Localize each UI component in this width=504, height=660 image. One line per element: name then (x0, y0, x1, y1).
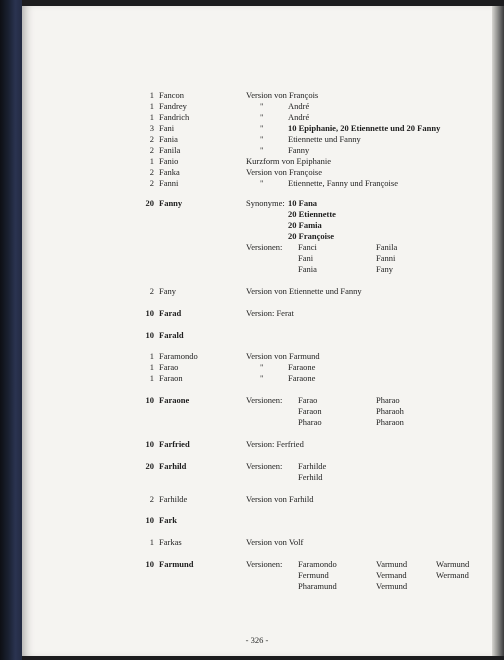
entry-count: 2 (149, 167, 154, 177)
entry-name: Fanio (159, 156, 179, 166)
version: Pharamund (298, 581, 337, 591)
version: Faramondo (298, 559, 337, 569)
version: Fania (298, 264, 317, 274)
version: Fanci (298, 242, 317, 252)
entry-count: 10 (145, 308, 154, 318)
entry-target: Faraone (288, 362, 316, 372)
entry-count: 2 (149, 178, 154, 188)
version: Fany (376, 264, 393, 274)
synonyms-label: Synonyme: (246, 198, 285, 208)
entry-count: 10 (145, 439, 154, 449)
entry-name: Fanny (159, 198, 183, 208)
entry-name: Fandrey (159, 101, 187, 111)
entry-name: Faraon (159, 373, 183, 383)
entry-count: 1 (149, 537, 154, 547)
versions-label: Versionen: (246, 395, 283, 405)
entry-description: Version: Ferat (246, 308, 294, 318)
entry-count: 10 (145, 330, 154, 340)
entry-count: 10 (145, 515, 154, 525)
entry-count: 1 (149, 362, 154, 372)
ditto-mark: " (260, 101, 264, 111)
entry-description: Version von François (246, 90, 319, 100)
version: Pharaoh (376, 406, 404, 416)
version: Warmund (436, 559, 470, 569)
entry-description: Version von Etiennette und Fanny (246, 286, 362, 296)
entry-name: Fanka (159, 167, 180, 177)
version: Fanila (376, 242, 398, 252)
version: Pharao (376, 395, 400, 405)
entry-count: 1 (149, 373, 154, 383)
ditto-mark: " (260, 362, 264, 372)
version: Varmund (376, 559, 408, 569)
entry-count: 10 (145, 395, 154, 405)
ditto-mark: " (260, 145, 264, 155)
synonym: 20 Françoise (288, 231, 335, 241)
version: Vermund (376, 581, 408, 591)
entry-name: Fandrich (159, 112, 190, 122)
entry-count: 10 (145, 559, 154, 569)
entry-count: 1 (149, 90, 154, 100)
versions-label: Versionen: (246, 242, 283, 252)
entry-name: Farmund (159, 559, 194, 569)
ditto-mark: " (260, 123, 264, 133)
ditto-mark: " (260, 134, 264, 144)
entry-name: Farhild (159, 461, 187, 471)
entry-name: Farkas (159, 537, 182, 547)
version: Faraon (298, 406, 322, 416)
entry-name: Fark (159, 515, 177, 525)
ditto-mark: " (260, 178, 264, 188)
entry-count: 2 (149, 134, 154, 144)
entry-count: 1 (149, 112, 154, 122)
version: Farhilde (298, 461, 327, 471)
version: Fanni (376, 253, 396, 263)
entry-target: Faraone (288, 373, 316, 383)
entry-target: André (288, 112, 310, 122)
entry-description: Version von Françoise (246, 167, 323, 177)
version: Fani (298, 253, 314, 263)
version: Wermand (436, 570, 469, 580)
entry-count: 3 (149, 123, 154, 133)
version: Vermand (376, 570, 407, 580)
entry-name: Faramondo (159, 351, 198, 361)
entry-count: 20 (145, 461, 154, 471)
entry-count: 2 (149, 145, 154, 155)
ditto-mark: " (260, 373, 264, 383)
entry-name: Fancon (159, 90, 185, 100)
version: Pharao (298, 417, 322, 427)
versions-label: Versionen: (246, 559, 283, 569)
entry-name: Fani (159, 123, 175, 133)
entry-count: 20 (145, 198, 154, 208)
entry-name: Farad (159, 308, 182, 318)
entry-name: Fany (159, 286, 176, 296)
entry-name: Fania (159, 134, 178, 144)
entry-count: 2 (149, 494, 154, 504)
versions-label: Versionen: (246, 461, 283, 471)
entry-description: Version von Farmund (246, 351, 320, 361)
synonym: 10 Fana (288, 198, 318, 208)
version: Ferhild (298, 472, 323, 482)
entry-target: Etiennette, Fanny und Françoise (288, 178, 399, 188)
entry-name: Fanni (159, 178, 179, 188)
entry-count: 1 (149, 156, 154, 166)
entry-name: Farald (159, 330, 184, 340)
entry-count: 2 (149, 286, 154, 296)
entry-name: Faraone (159, 395, 190, 405)
entry-name: Farao (159, 362, 179, 372)
version: Fermund (298, 570, 329, 580)
version: Farao (298, 395, 318, 405)
page-edge (492, 6, 504, 656)
entry-target: André (288, 101, 310, 111)
entry-description: Kurzform von Epiphanie (246, 156, 331, 166)
entry-description: Version von Farhild (246, 494, 314, 504)
entry-description: Version von Volf (246, 537, 304, 547)
book-page (22, 6, 492, 656)
entry-name: Farhilde (159, 494, 188, 504)
synonym: 20 Etiennette (288, 209, 336, 219)
entry-target: Etiennette und Fanny (288, 134, 361, 144)
entry-name: Fanila (159, 145, 181, 155)
book-spine (0, 0, 22, 660)
entry-target: 10 Epiphanie, 20 Etiennette und 20 Fanny (288, 123, 441, 133)
entry-count: 1 (149, 351, 154, 361)
entry-name: Farfried (159, 439, 190, 449)
ditto-mark: " (260, 112, 264, 122)
version: Pharaon (376, 417, 404, 427)
synonym: 20 Famia (288, 220, 322, 230)
entry-description: Version: Ferfried (246, 439, 304, 449)
entry-target: Fanny (288, 145, 310, 155)
page-number: - 326 - (245, 635, 269, 645)
entry-count: 1 (149, 101, 154, 111)
